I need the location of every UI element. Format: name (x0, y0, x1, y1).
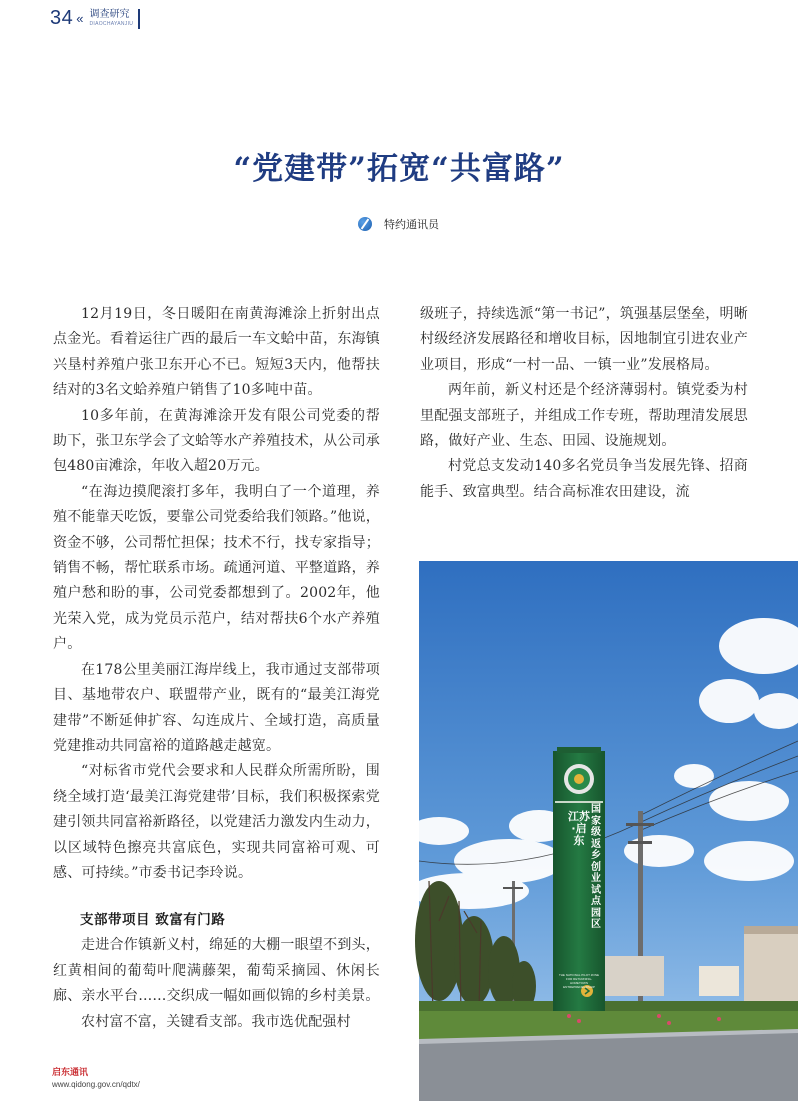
section-name-cn: 调查研究 (89, 9, 130, 20)
paragraph: 村党总支发动140多名党员争当发展先锋、招商能手、致富典型。结合高标准农田建设，流 (420, 458, 748, 500)
footer-url[interactable]: www.qidong.gov.cn/qdtx/ (52, 1080, 140, 1089)
sign-title-block (590, 804, 602, 931)
paragraph: 两年前，新义村还是个经济薄弱村。镇党委为村里配强支部班子，并组成工作专班，帮助理清发展思路，做好产业、生态、田园、设施规划。 (420, 382, 748, 450)
paragraph: “在海边摸爬滚打多年，我明白了一个道理，养殖不能靠天吃饭，要靠公司党委给我们领路。”他说，资金不够，公司帮忙担保；技术不行，找专家指导；销售不畅，帮忙联系市场。疏通河道、平整道路，养殖户愁和盼的事，公司党委都想到了。2002年，他光荣入党，成为党员示范户，结对帮扶6个水产养殖户。 (53, 483, 380, 653)
sign-english (557, 973, 601, 989)
page-header (50, 6, 133, 30)
chevron-left-icon: « (76, 10, 84, 26)
section-name-en: DIAOCHAYANJIU (89, 21, 134, 27)
byline-text: 特约通讯员 (384, 218, 439, 231)
sign-title: 国家级返乡创业试点园区 (591, 804, 601, 930)
section-label (89, 9, 133, 27)
section-divider (138, 9, 140, 29)
page-number: 34 (50, 6, 74, 29)
right-column (420, 302, 748, 505)
page-footer (52, 1068, 140, 1090)
paragraph: 走进合作镇新义村，绵延的大棚一眼望不到头，红黄相间的葡萄叶爬满藤架，葡萄采摘园、休闲长廊、亲水平台……交织成一幅如画似锦的乡村美景。 (53, 937, 380, 1005)
paragraph: 农村富不富，关键看支部。我市选优配强村 (81, 1013, 351, 1030)
paragraph-continuation: 级班子，持续选派“第一书记”，筑强基层堡垒，明晰村级经济发展路径和增收目标，因地制宜引进农业产业项目，形成“一村一品、一镇一业”发展格局。 (420, 306, 748, 373)
paragraph: 在178公里美丽江海岸线上，我市通过支部带项目、基地带农户、联盟带产业，既有的“最美江海党建带”不断延伸扩容、勾连成片、全域打造，高质量党建推动共同富裕的道路越走越宽。 (53, 661, 380, 754)
sign-english-text: THE NATIONAL PILOT ZONE FOR RETURNING-HOMETOWN ENTREPRENEURSHIP (558, 973, 600, 989)
article-title: “党建带”拓宽“共富路” (233, 151, 565, 187)
sign-text-block (567, 811, 591, 847)
sign-place: 江苏·启东 (568, 810, 590, 847)
paragraph: “对标省市党代会要求和人民群众所需所盼，围绕全域打造‘最美江海党建带’目标，我们积极探索党建引领共同富裕新路径，以党建活力激发内生动力，以区域特色擦亮共富底色，实现共同富裕可观、可感、可持续。”市委书记李玲说。 (53, 763, 380, 881)
section-subheading: 支部带项目 致富有门路 (80, 912, 226, 929)
paragraph: 10多年前，在黄海滩涂开发有限公司党委的帮助下，张卫东学会了文蛤等水产养殖技术，从公司承包480亩滩涂，年收入超20万元。 (53, 407, 380, 475)
left-column (53, 302, 380, 1035)
paragraph: 12月19日，冬日暖阳在南黄海滩涂上折射出点点金光。看着运往广西的最后一车文蛤中苗，东海镇兴垦村养殖户张卫东开心不已。短短3天内，他帮扶结对的3名文蛤养殖户销售了10多吨中苗。 (53, 306, 380, 399)
article-photo (419, 561, 798, 1101)
byline (358, 216, 439, 232)
pen-icon (358, 217, 372, 231)
footer-brand: 启东通讯 (52, 1068, 89, 1078)
